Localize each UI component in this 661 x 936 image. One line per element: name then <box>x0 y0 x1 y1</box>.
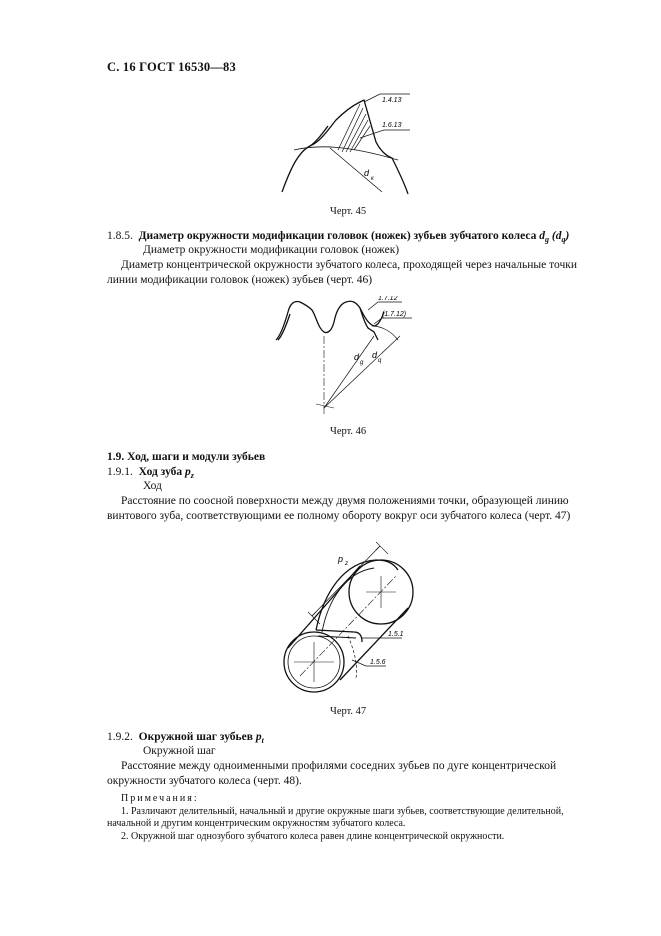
notes-title: Примечания: <box>121 793 199 804</box>
fig47-label-1: 1.5.1 <box>388 631 404 638</box>
note-2: 2. Окружной шаг однозубого зубчатого колеса равен длине концентрической окружности. <box>121 830 505 842</box>
section-1-8-5-short-term: Диаметр окружности модификации головок (ножек) <box>143 244 400 256</box>
fig45-label-d: d <box>364 168 370 178</box>
figure-45-caption: Черт. 45 <box>330 206 367 217</box>
fig46-label-1: 1.7.12 <box>378 296 398 302</box>
section-1-9-1-heading: 1.9.1. Ход зуба $p_z$ <box>107 466 194 480</box>
figure-47-caption: Черт. 47 <box>330 706 367 717</box>
figure-46-caption: Черт. 46 <box>330 426 367 437</box>
section-1-9-1-definition: Расстояние по соосной поверхности между двумя положениями точки, образующей линию винтового зуба, соответствующими ее полному обороту вокруг оси зубчатого колеса (черт. 47) <box>107 495 571 522</box>
fig46-label-dg: d <box>354 352 360 362</box>
fig46-label-2: (1.7.12) <box>382 311 407 318</box>
figure-46-drawing <box>272 296 422 418</box>
section-1-8-5-definition: Диаметр концентрической окружности зубчатого колеса, проходящей через начальные точки линии модификации головок (ножек) зубьев (черт. 46) <box>107 259 577 286</box>
fig47-label-pz-sub: z <box>345 561 348 567</box>
fig45-label-1: 1.4.13 <box>382 97 402 104</box>
fig45-label-d-sub: к <box>371 176 374 182</box>
figure-47-drawing <box>276 532 436 698</box>
fig46-label-dq: d <box>372 350 378 360</box>
section-1-9-2-definition: Расстояние между одноименными профилями соседних зубьев по дуге концентрической окружности зубчатого колеса (черт. 48). <box>107 760 557 787</box>
page-header: С. 16 ГОСТ 16530—83 <box>107 60 236 74</box>
note-1-line-1: 1. Различают делительный, начальный и другие окружные шаги зубьев, соответствующие делительной, <box>121 805 564 817</box>
note-1-line-2: начальной и другим концентрическим окружностям зубчатого колеса. <box>107 818 406 829</box>
section-1-9-1-short-term: Ход <box>143 480 162 492</box>
fig47-label-pz: p <box>338 554 344 564</box>
section-1-9-2-heading: 1.9.2. Окружной шаг зубьев $p_t$ <box>107 731 264 745</box>
section-1-8-5-title: Диаметр окружности модификации головок (ножек) зубьев зубчатого колеса <box>138 230 537 242</box>
section-1-8-5-heading: 1.8.5. Диаметр окружности модификации головок (ножек) зубьев зубчатого колеса $d_g$ $(d_q)$ <box>107 230 570 244</box>
notes-block <box>107 793 593 843</box>
fig46-label-dg-sub: g <box>360 360 364 366</box>
fig46-label-dq-sub: q <box>378 358 382 364</box>
fig47-label-2: 1.5.6 <box>370 659 386 666</box>
section-1-9-title: 1.9. Ход, шаги и модули зубьев <box>107 451 266 463</box>
fig45-label-2: 1.6.13 <box>382 122 402 129</box>
figure-45-drawing <box>280 90 420 200</box>
section-1-9-2-short-term: Окружной шаг <box>143 745 216 757</box>
